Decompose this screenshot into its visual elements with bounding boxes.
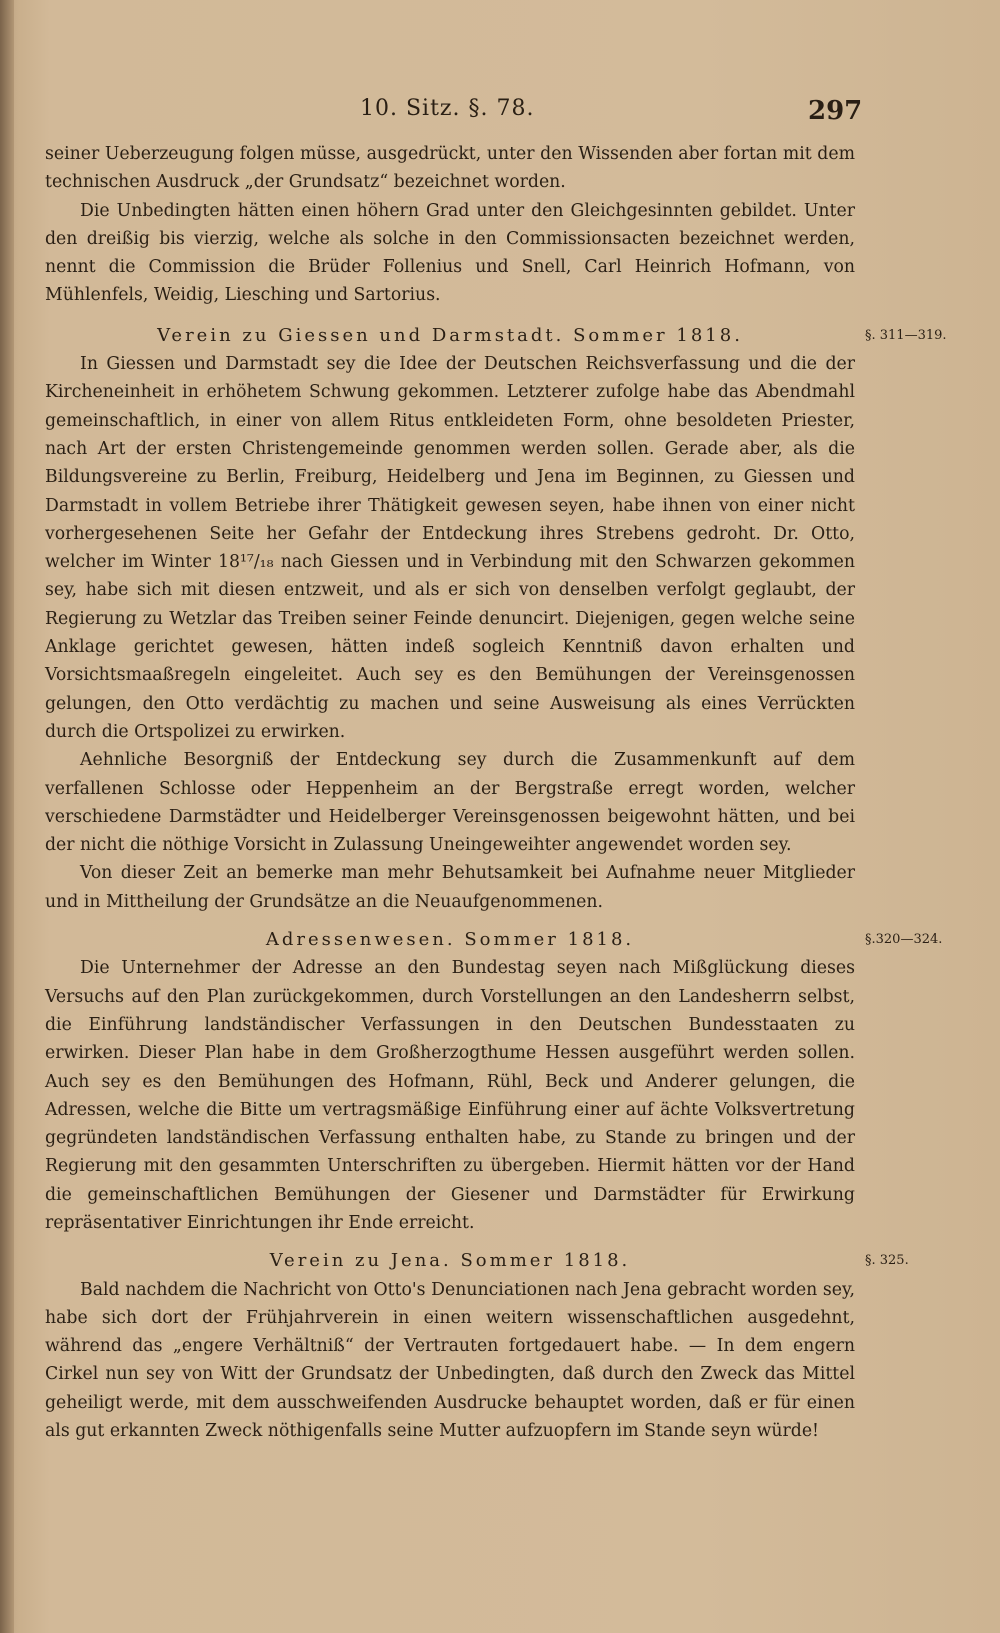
section-heading-text: Adressenwesen. Sommer 1818.: [265, 929, 635, 951]
book-spine: [0, 0, 14, 1633]
section-heading-text: Verein zu Giessen und Darmstadt. Sommer 1818.: [157, 324, 743, 346]
page-number: 297: [808, 96, 863, 126]
section-heading: [45, 322, 947, 350]
page-header: [0, 92, 1000, 132]
section-heading-text: Verein zu Jena. Sommer 1818.: [269, 1250, 631, 1272]
paragraph: Die Unbedingten hätten einen höhern Grad unter den Gleichgesinnten gebildet. Unter den dreißig bis vierzig, welche als solche in den Commissionsacten bezeichnet werden, nennt die Commission die Brüder Follenius und Snell, Carl Heinrich Hofmann, von Mühlenfels, Weidig, Liesching und Sartorius.: [45, 200, 855, 306]
section-sidenote: §.320—324.: [865, 932, 943, 948]
paragraph: seiner Ueberzeugung folgen müsse, ausgedrückt, unter den Wissenden aber fortan mit dem technischen Ausdruck „der Grundsatz“ bezeichnet worden.: [45, 144, 855, 193]
paragraph: Aehnliche Besorgniß der Entdeckung sey durch die Zusammenkunft auf dem verfallenen Schlosse oder Heppenheim an der Bergstraße erregt worden, welcher verschiedene Darmstädter und Heidelberger Vereinsgenossen beigewohnt hätten, und bei der nicht die nöthige Vorsicht in Zulassung Uneingeweihter angewendet worden sey.: [45, 750, 855, 856]
paragraph: Die Unternehmer der Adresse an den Bundestag seyen nach Mißglückung dieses Versuchs auf den Plan zurückgekommen, durch Vorstellungen an den Landesherrn selbst, die Einführung landständischer Verfassungen in den Deutschen Bundesstaaten zu erwirken. Dieser Plan habe in dem Großherzogthume Hessen ausgeführt werden sollen. Auch sey es den Bemühungen des Hofmann, Rühl, Beck und Anderer gelungen, die Adressen, welche die Bitte um vertragsmäßige Einführung einer auf ächte Volksvertretung gegründeten landständischen Verfassung enthalten habe, zu Stande zu bringen und der Regierung mit den gesammten Unterschriften zu übergeben. Hiermit hätten vor der Hand die gemeinschaftlichen Bemühungen der Giesener und Darmstädter für Erwirkung repräsentativer Einrichtungen ihr Ende erreicht.: [45, 958, 855, 1233]
running-title: 10. Sitz. §. 78.: [360, 96, 535, 121]
page-body: [45, 140, 947, 1445]
section-heading: [45, 926, 943, 954]
paragraph: Bald nachdem die Nachricht von Otto's Denunciationen nach Jena gebracht worden sey, habe sich dort der Frühjahrverein in einen weitern wissenschaftlichen ausgedehnt, während das „engere Verhältniß“ der Vertrauten fortgedauert habe. — In dem engern Cirkel nun sey von Witt der Grundsatz der Unbedingten, daß durch den Zweck das Mittel geheiligt werde, mit dem ausschweifenden Ausdrucke behauptet worden, daß er für einen als gut erkannten Zweck nöthigenfalls seine Mutter aufzuopfern im Stande seyn würde!: [45, 1279, 855, 1442]
paragraph: Von dieser Zeit an bemerke man mehr Behutsamkeit bei Aufnahme neuer Mitglieder und in Mittheilung der Grundsätze an die Neuaufgenommenen.: [45, 863, 855, 912]
paragraph: In Giessen und Darmstadt sey die Idee der Deutschen Reichsverfassung und die der Kircheneinheit in erhöhetem Schwung gekommen. Letzterer zufolge habe das Abendmahl gemeinschaftlich, in einer von allem Ritus entkleideten Form, ohne besoldeten Priester, nach Art der ersten Christengemeinde genommen werden sollen. Gerade aber, als die Bildungsvereine zu Berlin, Freiburg, Heidelberg und Jena im Beginnen, zu Giessen und Darmstadt in vollem Betriebe ihrer Thätigkeit gewesen seyen, habe ihnen von einer nicht vorhergesehenen Seite her Gefahr der Entdeckung ihres Strebens gedroht. Dr. Otto, welcher im Winter 18¹⁷/₁₈ nach Giessen und in Verbindung mit den Schwarzen gekommen sey, habe sich mit diesen entzweit, und als er sich von denselben verfolgt geglaubt, der Regierung zu Wetzlar das Treiben seiner Feinde denuncirt. Diejenigen, gegen welche seine Anklage gerichtet gewesen, hätten indeß sogleich Kenntniß davon erhalten und Vorsichtsmaaßregeln eingeleitet. Auch sey es den Bemühungen der Vereinsgenossen gelungen, den Otto verdächtig zu machen und seine Ausweisung als eines Verrückten durch die Ortspolizei zu erwirken.: [45, 354, 855, 742]
section-heading: [45, 1247, 909, 1275]
section-sidenote: §. 311—319.: [865, 327, 947, 343]
section-sidenote: §. 325.: [865, 1253, 909, 1269]
